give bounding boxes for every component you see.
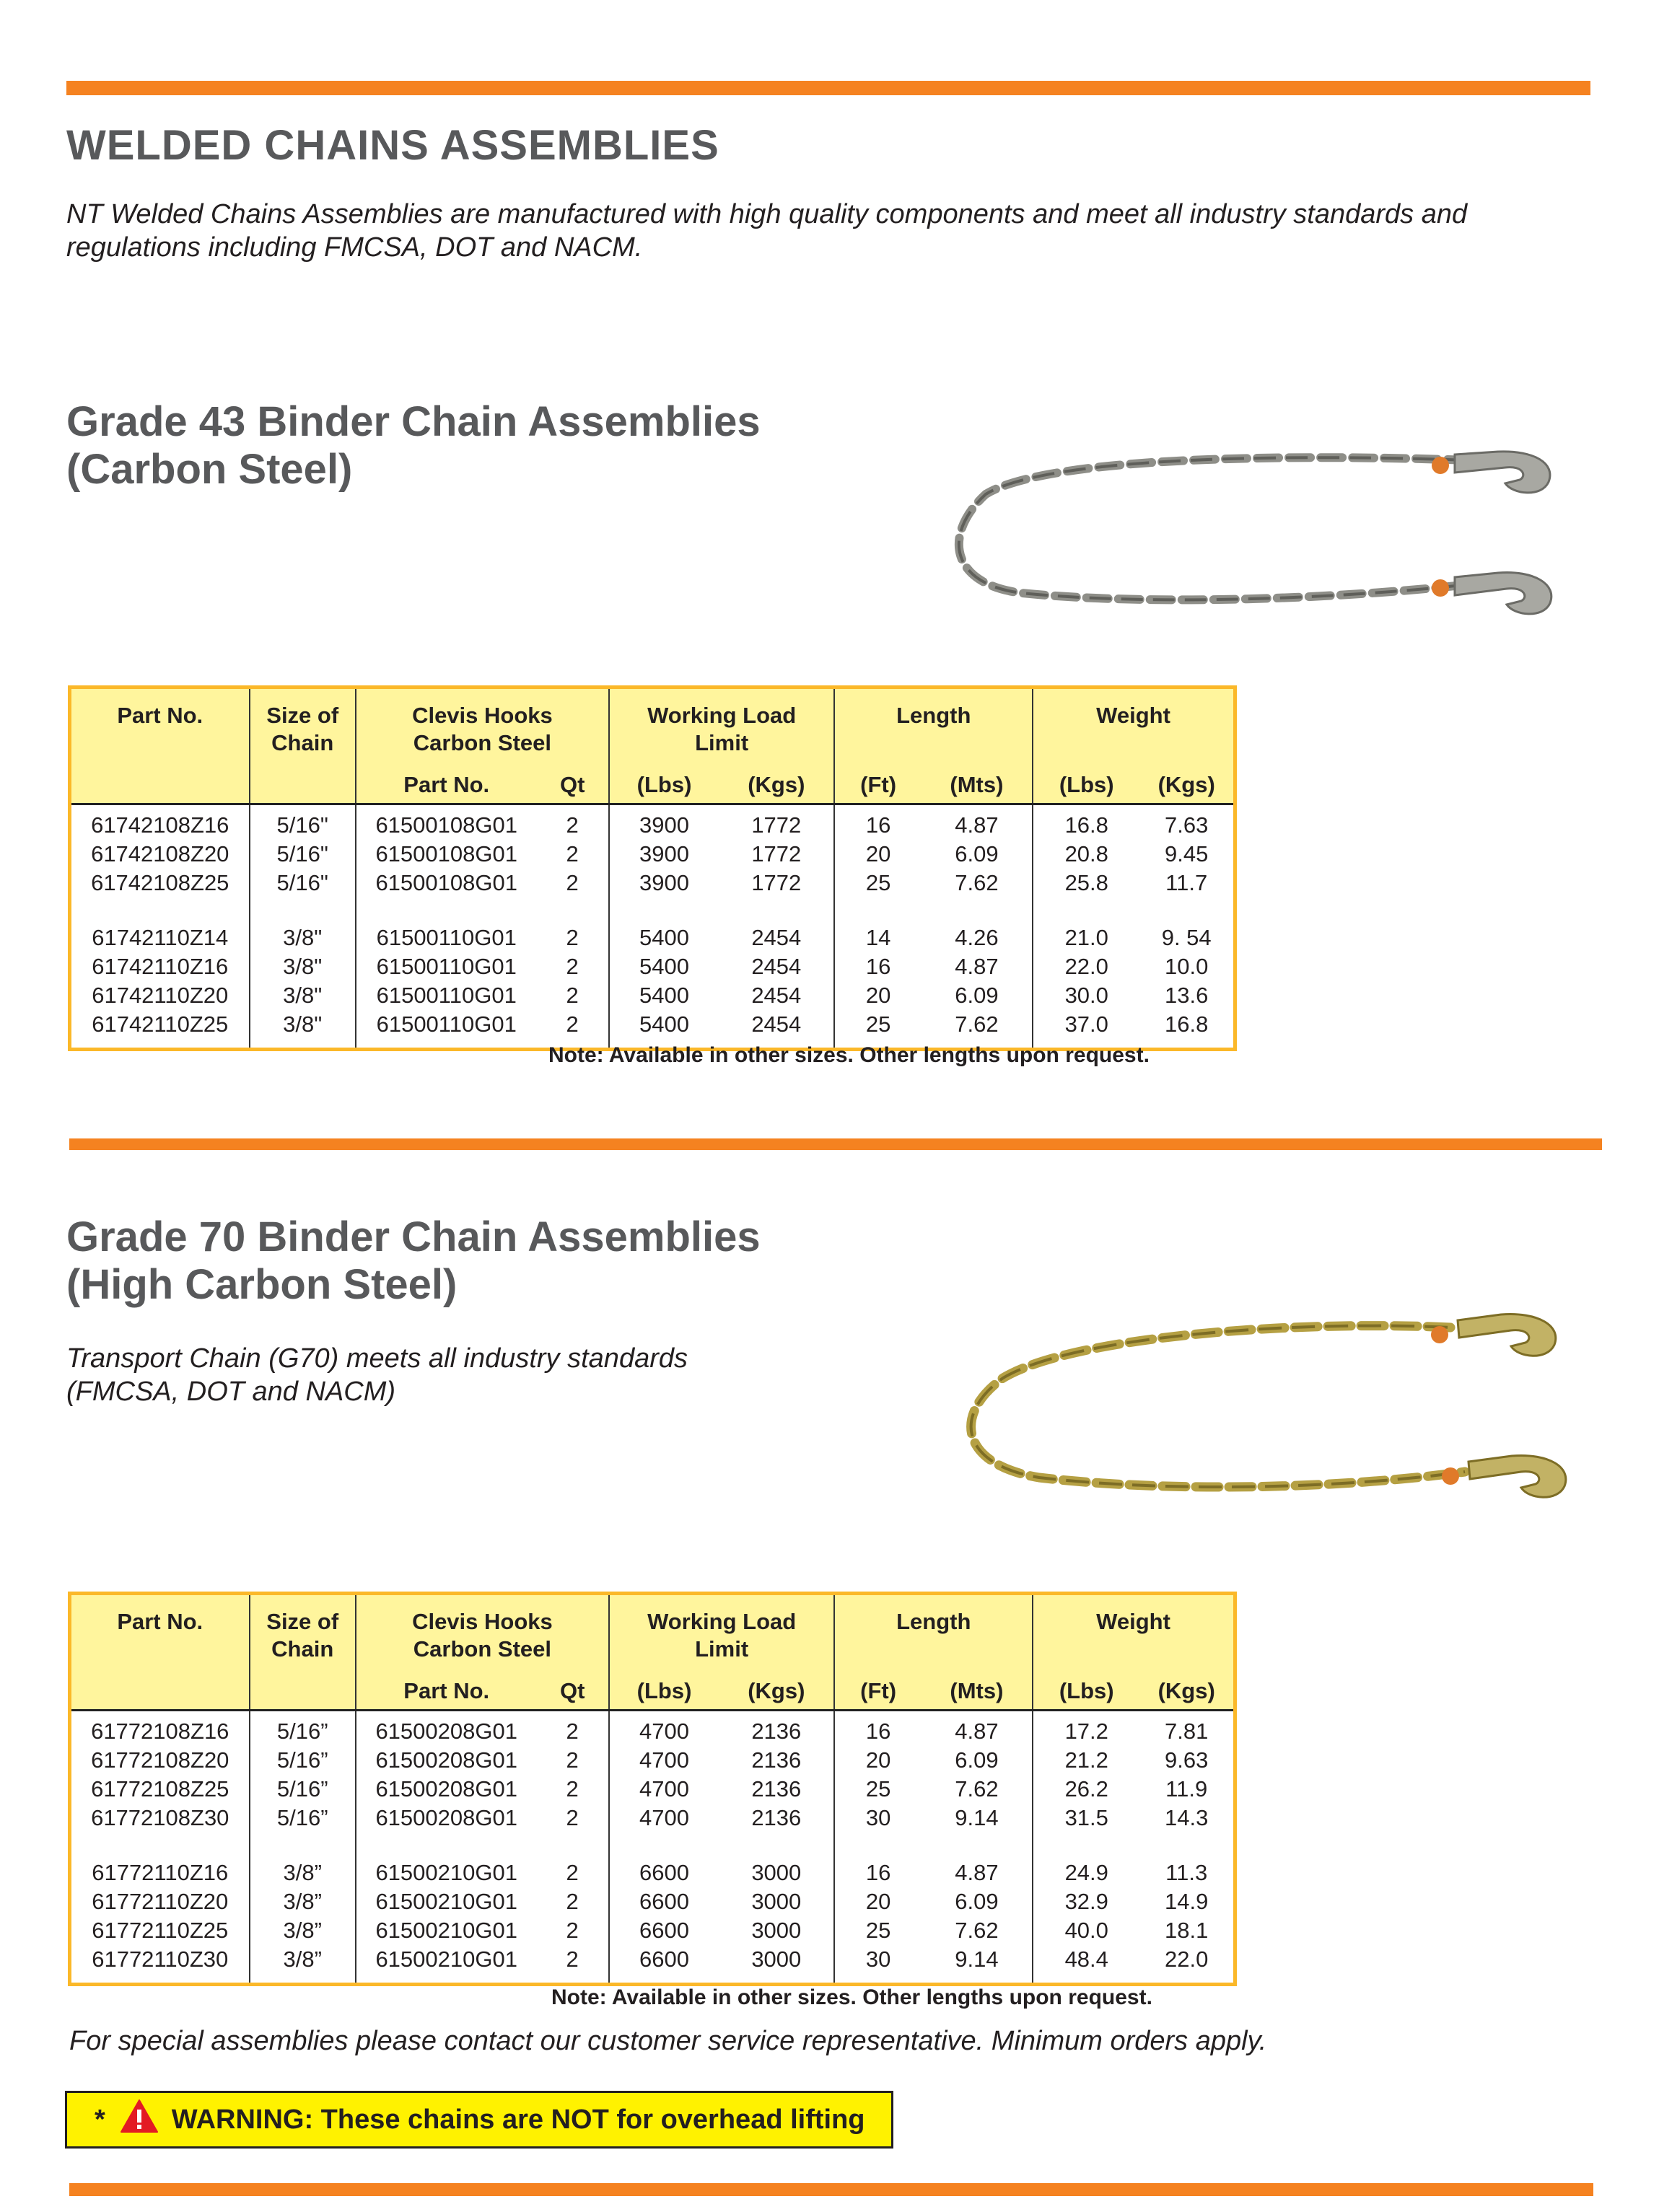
header-size-of-chain: Size of Chain [250,688,356,768]
cell-part-no: 61772110Z20 [92,1889,229,1914]
subheader-weight-lbs: (Lbs) [1033,767,1139,804]
grade-70-chain-image [945,1291,1580,1522]
cell-size-of-chain: 3/8” [250,1887,356,1916]
cell-weight-kgs: 14.9 [1165,1889,1209,1914]
cell-part-no: 61772110Z25 [92,1918,229,1943]
cell-wll-kgs: 2136 [751,1776,802,1801]
cell-length-ft: 16 [834,952,921,981]
grade-70-subtitle-line-1: Transport Chain (G70) meets all industry standards [66,1343,688,1374]
cell-qt: 2 [566,1747,579,1773]
cell-clevis-part-no: 61500110G01 [356,1010,537,1050]
cell-clevis-part-no: 61500210G01 [356,1887,537,1916]
cell-weight-kgs: 11.3 [1165,1860,1208,1885]
cell-wll-lbs: 6600 [609,1916,719,1945]
grade-70-title [66,1213,761,1309]
subheader-kgs: (Kgs) [719,767,834,804]
cell-wll-lbs: 5400 [609,952,719,981]
table-row [70,1746,1235,1775]
special-assemblies-text: For special assemblies please contact our customer service representative. Minimum orders apply. [69,2026,1267,2056]
cell-weight-kgs: 9.45 [1165,841,1209,866]
subheader-kgs: (Kgs) [719,1673,834,1711]
cell-part-no: 61772108Z16 [91,1719,229,1744]
cell-wll-kgs: 2454 [751,983,802,1008]
cell-wll-kgs: 2136 [751,1719,802,1744]
cell-wll-lbs: 4700 [609,1775,719,1804]
cell-size-of-chain: 3/8" [250,952,356,981]
grade-43-title-line-2: (Carbon Steel) [66,446,353,493]
cell-wll-lbs: 3900 [609,840,719,869]
cell-size-of-chain: 5/16” [250,1711,356,1747]
cell-length-ft: 20 [834,1887,921,1916]
table-row [70,840,1235,869]
cell-weight-kgs: 11.9 [1165,1776,1208,1801]
cell-size-of-chain: 5/16” [250,1804,356,1833]
cell-part-no: 61772110Z30 [92,1947,229,1972]
cell-length-mts: 7.62 [955,870,999,895]
cell-length-mts: 9.14 [955,1805,999,1830]
cell-qt: 2 [566,1947,579,1972]
cell-weight-kgs: 7.81 [1165,1719,1209,1744]
cell-weight-lbs: 21.2 [1033,1746,1139,1775]
cell-size-of-chain: 3/8” [250,1916,356,1945]
cell-weight-kgs: 7.63 [1165,812,1209,838]
cell-qt: 2 [566,841,579,866]
header-size-of-chain: Size of Chain [250,1594,356,1674]
grade-70-subtitle [66,1342,688,1408]
middle-orange-rule [69,1138,1602,1150]
cell-wll-lbs: 5400 [609,923,719,952]
cell-qt: 2 [566,925,579,950]
cell-part-no: 61742108Z16 [91,812,229,838]
cell-weight-lbs: 37.0 [1033,1010,1139,1050]
subheader-mts: (Mts) [922,1673,1033,1711]
subheader-lbs: (Lbs) [609,767,719,804]
subheader-ft: (Ft) [834,1673,921,1711]
subheader-ft: (Ft) [834,767,921,804]
cell-weight-kgs: 18.1 [1165,1918,1209,1943]
cell-wll-lbs: 4700 [609,1711,719,1747]
subheader-clevis-part-no: Part No. [356,1673,537,1711]
cell-clevis-part-no: 61500208G01 [356,1746,537,1775]
cell-weight-kgs: 9. 54 [1161,925,1212,950]
cell-wll-lbs: 6600 [609,1858,719,1887]
subheader-lbs: (Lbs) [609,1673,719,1711]
cell-qt: 2 [566,870,579,895]
subheader-blank [250,1673,356,1711]
header-weight: Weight [1033,1594,1235,1674]
cell-weight-lbs: 20.8 [1033,840,1139,869]
table-row [70,869,1235,897]
grade-43-table-body [70,804,1235,1050]
cell-qt: 2 [566,1776,579,1801]
cell-weight-kgs: 16.8 [1165,1011,1209,1037]
cell-length-ft: 16 [834,1858,921,1887]
header-part-no: Part No. [70,1594,250,1674]
cell-clevis-part-no: 61500210G01 [356,1858,537,1887]
cell-length-ft: 20 [834,1746,921,1775]
cell-weight-lbs: 21.0 [1033,923,1139,952]
cell-wll-lbs: 5400 [609,1010,719,1050]
subheader-mts: (Mts) [922,767,1033,804]
subheader-weight-kgs: (Kgs) [1139,767,1235,804]
cell-length-mts: 6.09 [955,1747,999,1773]
cell-length-mts: 4.87 [955,954,999,979]
cell-length-ft: 30 [834,1804,921,1833]
cell-length-ft: 20 [834,840,921,869]
cell-weight-lbs: 30.0 [1033,981,1139,1010]
grade-70-table-body [70,1711,1235,1985]
cell-qt: 2 [566,983,579,1008]
cell-weight-lbs: 24.9 [1033,1858,1139,1887]
cell-wll-kgs: 3000 [751,1918,802,1943]
cell-qt: 2 [566,1719,579,1744]
cell-clevis-part-no: 61500210G01 [356,1945,537,1985]
subheader-blank [70,767,250,804]
intro-text [66,198,1582,264]
cell-qt: 2 [566,1918,579,1943]
header-working-load-limit: Working Load Limit [609,688,835,768]
cell-weight-lbs: 25.8 [1033,869,1139,897]
table-row [70,1916,1235,1945]
table-row [70,1858,1235,1887]
cell-length-mts: 9.14 [955,1947,999,1972]
cell-part-no: 61772108Z20 [91,1747,229,1773]
table-row [70,1945,1235,1985]
cell-qt: 2 [566,812,579,838]
table-row [70,1775,1235,1804]
cell-wll-kgs: 2136 [751,1747,802,1773]
cell-clevis-part-no: 61500208G01 [356,1775,537,1804]
cell-weight-lbs: 48.4 [1033,1945,1139,1985]
cell-wll-lbs: 5400 [609,981,719,1010]
warning-banner [65,2091,893,2149]
grade-70-title-line-1: Grade 70 Binder Chain Assemblies [66,1213,761,1260]
cell-weight-kgs: 9.63 [1165,1747,1209,1773]
cell-clevis-part-no: 61500208G01 [356,1804,537,1833]
header-part-no: Part No. [70,688,250,768]
table-row [70,1804,1235,1833]
cell-qt: 2 [566,1889,579,1914]
header-clevis-hooks: Clevis Hooks Carbon Steel [356,1594,609,1674]
table-row [70,923,1235,952]
cell-wll-kgs: 1772 [751,870,802,895]
cell-weight-lbs: 22.0 [1033,952,1139,981]
grade-70-note: Note: Available in other sizes. Other lengths upon request. [551,1985,1152,2009]
cell-wll-lbs: 6600 [609,1945,719,1985]
cell-wll-lbs: 4700 [609,1804,719,1833]
subheader-blank [70,1673,250,1711]
warning-text: WARNING: These chains are NOT for overhead lifting [171,2104,865,2135]
cell-weight-kgs: 13.6 [1165,983,1209,1008]
cell-wll-kgs: 1772 [751,841,802,866]
cell-wll-kgs: 2454 [751,1011,802,1037]
cell-length-ft: 25 [834,1010,921,1050]
cell-length-ft: 16 [834,1711,921,1747]
cell-part-no: 61772108Z30 [91,1805,229,1830]
cell-wll-kgs: 2454 [751,925,802,950]
cell-weight-kgs: 11.7 [1165,870,1208,895]
cell-length-ft: 14 [834,923,921,952]
table-row [70,952,1235,981]
table-row [70,981,1235,1010]
cell-wll-lbs: 6600 [609,1887,719,1916]
subheader-qt: Qt [536,767,608,804]
cell-wll-kgs: 2136 [751,1805,802,1830]
top-orange-rule [66,81,1590,95]
cell-clevis-part-no: 61500108G01 [356,869,537,897]
cell-length-mts: 6.09 [955,983,999,1008]
cell-length-ft: 25 [834,1916,921,1945]
cell-wll-kgs: 3000 [751,1860,802,1885]
cell-wll-lbs: 4700 [609,1746,719,1775]
cell-wll-kgs: 3000 [751,1889,802,1914]
grade-43-title-line-1: Grade 43 Binder Chain Assemblies [66,398,761,445]
header-length: Length [834,1594,1033,1674]
cell-size-of-chain: 5/16” [250,1775,356,1804]
table-row [70,1887,1235,1916]
header-working-load-limit: Working Load Limit [609,1594,835,1674]
cell-size-of-chain: 5/16" [250,840,356,869]
subheader-weight-kgs: (Kgs) [1139,1673,1235,1711]
cell-length-ft: 25 [834,1775,921,1804]
table-row [70,1711,1235,1747]
cell-length-mts: 4.87 [955,1860,999,1885]
cell-wll-kgs: 2454 [751,954,802,979]
cell-length-mts: 7.62 [955,1011,999,1037]
cell-size-of-chain: 3/8" [250,1010,356,1050]
cell-qt: 2 [566,1860,579,1885]
grade-43-chain-image [935,426,1570,642]
cell-length-mts: 4.26 [955,925,999,950]
cell-length-ft: 25 [834,869,921,897]
cell-length-ft: 30 [834,1945,921,1985]
cell-clevis-part-no: 61500208G01 [356,1711,537,1747]
grade-70-table [68,1592,1237,1986]
cell-clevis-part-no: 61500108G01 [356,840,537,869]
cell-wll-kgs: 1772 [751,812,802,838]
cell-weight-lbs: 17.2 [1033,1711,1139,1747]
cell-wll-lbs: 3900 [609,804,719,841]
cell-size-of-chain: 3/8" [250,981,356,1010]
cell-part-no: 61742110Z14 [92,925,229,950]
cell-part-no: 61742110Z20 [92,983,229,1008]
page-title: WELDED CHAINS ASSEMBLIES [66,122,719,169]
subheader-qt: Qt [536,1673,608,1711]
header-length: Length [834,688,1033,768]
cell-size-of-chain: 3/8” [250,1945,356,1985]
cell-length-ft: 16 [834,804,921,841]
cell-qt: 2 [566,1805,579,1830]
cell-size-of-chain: 5/16" [250,869,356,897]
cell-weight-lbs: 26.2 [1033,1775,1139,1804]
cell-length-ft: 20 [834,981,921,1010]
cell-weight-kgs: 14.3 [1165,1805,1209,1830]
cell-clevis-part-no: 61500110G01 [356,952,537,981]
warning-star: * [95,2104,105,2135]
group-spacer [70,897,1235,923]
intro-line-2: regulations including FMCSA, DOT and NACM. [66,232,643,263]
cell-weight-kgs: 10.0 [1165,954,1209,979]
cell-weight-kgs: 22.0 [1165,1947,1209,1972]
cell-part-no: 61742108Z25 [91,870,229,895]
cell-clevis-part-no: 61500110G01 [356,923,537,952]
cell-length-mts: 4.87 [955,812,999,838]
cell-part-no: 61772108Z25 [91,1776,229,1801]
header-clevis-hooks: Clevis Hooks Carbon Steel [356,688,609,768]
cell-qt: 2 [566,954,579,979]
cell-clevis-part-no: 61500210G01 [356,1916,537,1945]
cell-part-no: 61772110Z16 [92,1860,229,1885]
cell-part-no: 61742110Z25 [92,1011,229,1037]
cell-length-mts: 7.62 [955,1918,999,1943]
cell-size-of-chain: 5/16” [250,1746,356,1775]
cell-weight-lbs: 16.8 [1033,804,1139,841]
group-spacer [70,1833,1235,1858]
cell-wll-lbs: 3900 [609,869,719,897]
cell-length-mts: 7.62 [955,1776,999,1801]
cell-length-mts: 4.87 [955,1719,999,1744]
grade-70-title-line-2: (High Carbon Steel) [66,1261,458,1308]
cell-clevis-part-no: 61500110G01 [356,981,537,1010]
cell-size-of-chain: 5/16" [250,804,356,841]
header-weight: Weight [1033,688,1235,768]
cell-clevis-part-no: 61500108G01 [356,804,537,841]
warning-triangle-icon [120,2099,159,2141]
cell-weight-lbs: 32.9 [1033,1887,1139,1916]
table-row [70,804,1235,841]
grade-70-subtitle-line-2: (FMCSA, DOT and NACM) [66,1377,396,1407]
cell-part-no: 61742110Z16 [92,954,229,979]
grade-43-title [66,398,761,493]
subheader-weight-lbs: (Lbs) [1033,1673,1139,1711]
subheader-clevis-part-no: Part No. [356,767,537,804]
cell-qt: 2 [566,1011,579,1037]
subheader-blank [250,767,356,804]
cell-length-mts: 6.09 [955,841,999,866]
cell-wll-kgs: 3000 [751,1947,802,1972]
intro-line-1: NT Welded Chains Assemblies are manufactured with high quality components and meet all industry standards and [66,199,1468,229]
grade-43-table [68,685,1237,1051]
cell-size-of-chain: 3/8” [250,1858,356,1887]
cell-weight-lbs: 40.0 [1033,1916,1139,1945]
bottom-orange-rule [69,2183,1593,2196]
cell-size-of-chain: 3/8" [250,923,356,952]
cell-part-no: 61742108Z20 [91,841,229,866]
grade-43-note: Note: Available in other sizes. Other lengths upon request. [548,1043,1150,1067]
cell-weight-lbs: 31.5 [1033,1804,1139,1833]
cell-length-mts: 6.09 [955,1889,999,1914]
